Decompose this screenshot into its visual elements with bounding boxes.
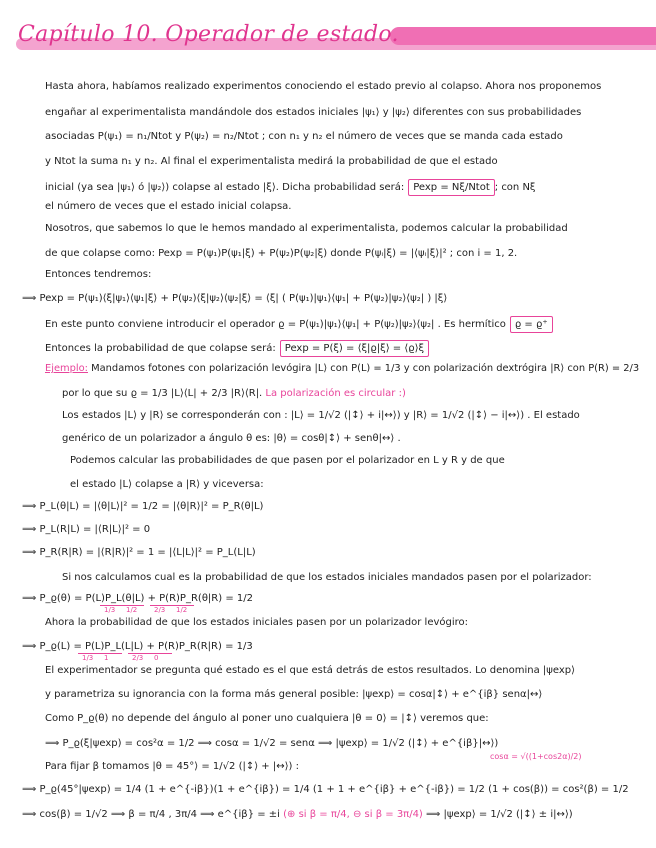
underline-label: 1/2 xyxy=(176,606,188,614)
line-text: el estado |L⟩ colapse a |R⟩ y viceversa: xyxy=(70,479,264,490)
text-line xyxy=(45,664,575,677)
line-text: El experimentador se pregunta qué estado es el que está detrás de estos resultados. Lo denomina |ψexp⟩ xyxy=(45,665,575,676)
example-label: Ejemplo: xyxy=(45,363,88,374)
line-text: y Ntot la suma n₁ y n₂. Al final el experimentalista medirá la probabilidad de que el estado xyxy=(45,156,498,167)
text-line xyxy=(45,222,568,235)
line-text: Los estados |L⟩ y |R⟩ se corresponderán con : |L⟩ = 1/√2 (|↕⟩ + i|↔⟩) y |R⟩ = 1/√2 (|↕⟩ − i|↔⟩) . El estado xyxy=(62,410,580,421)
line-text: ⟹ P_ϱ(θ) = P(L)P_L(θ|L) + P(R)P_R(θ|R) = 1/2 xyxy=(22,593,253,604)
highlight-text: (⊕ si β = π/4, ⊖ si β = 3π/4) xyxy=(283,809,423,820)
text-line xyxy=(45,200,291,213)
line-text: Para fijar β tomamos |θ = 45°⟩ = 1/√2 (|↕⟩ + |↔⟩) : xyxy=(45,761,299,772)
text-line xyxy=(22,523,150,536)
line-text: Hasta ahora, habíamos realizado experimentos conociendo el estado previo al colapso. Ahora nos proponemos xyxy=(45,81,602,92)
text-line xyxy=(22,783,629,796)
text-line xyxy=(45,316,553,333)
line-text: asociadas P(ψ₁) = n₁/Ntot y P(ψ₂) = n₂/Ntot ; con n₁ y n₂ el número de veces que se manda cada estado xyxy=(45,131,563,142)
text-line xyxy=(70,454,505,467)
line-text: ⟹ Pexp = P(ψ₁)⟨ξ|ψ₁⟩⟨ψ₁|ξ⟩ + P(ψ₂)⟨ξ|ψ₂⟩⟨ψ₂|ξ⟩ = ⟨ξ| ( P(ψ₁)|ψ₁⟩⟨ψ₁| + P(ψ₂)|ψ₂⟩⟨ψ₂| ) |ξ⟩ xyxy=(22,293,448,304)
text-line xyxy=(45,130,563,143)
text-line xyxy=(22,592,253,605)
text-line xyxy=(22,640,253,653)
text-line xyxy=(62,387,406,400)
line-text: inicial (ya sea |ψ₁⟩ ó |ψ₂⟩) colapse al estado |ξ⟩. Dicha probabilidad será: xyxy=(45,182,405,193)
line-text: ⟹ P_ϱ(45°|ψexp) = 1/4 (1 + e^{-iβ})(1 + e^{iβ}) = 1/4 (1 + 1 + e^{iβ} + e^{-iβ}) = 1/2 (1 + cos(β)) = cos²(β) = 1/2 xyxy=(22,784,629,795)
line-text: engañar al experimentalista mandándole dos estados iniciales |ψ₁⟩ y |ψ₂⟩ diferentes con sus probabilidades xyxy=(45,107,582,118)
line-text: de que colapse como: Pexp = P(ψ₁)P(ψ₁|ξ) + P(ψ₂)P(ψ₂|ξ) donde P(ψᵢ|ξ) = |⟨ψᵢ|ξ⟩|² ; con i = 1, 2. xyxy=(45,248,518,259)
text-line xyxy=(45,106,581,119)
line-text: Si nos calculamos cual es la probabilidad de que los estados iniciales mandados pasen por el polarizador: xyxy=(62,572,592,583)
boxed-formula: Pexp = Nξ/Ntot xyxy=(408,179,495,196)
underline-label: 1 xyxy=(104,654,109,662)
line-text: por lo que su ϱ = 1/3 |L⟩⟨L| + 2/3 |R⟩⟨R|. xyxy=(62,388,266,399)
text-line xyxy=(62,432,401,445)
text-line xyxy=(22,808,573,821)
text-line xyxy=(70,478,264,491)
highlight-text: La polarización es circular :) xyxy=(265,388,406,399)
line-text: Mandamos fotones con polarización levógira |L⟩ con P(L) = 1/3 y con polarización dextrógira |R⟩ con P(R) = 2/3 xyxy=(88,363,640,374)
underline-label: 1/2 xyxy=(126,606,138,614)
text-line xyxy=(62,571,592,584)
text-line xyxy=(45,688,542,701)
page-title: Capítulo 10. Operador de estado. xyxy=(18,22,399,47)
line-text: ⟹ P_L(θ|L) = |⟨θ|L⟩|² = 1/2 = |⟨θ|R⟩|² = P_R(θ|L) xyxy=(22,501,264,512)
underline-label: 0 xyxy=(154,654,159,662)
line-text: En este punto conviene introducir el operador ϱ = P(ψ₁)|ψ₁⟩⟨ψ₁| + P(ψ₂)|ψ₂⟩⟨ψ₂| . Es hermítico xyxy=(45,319,506,330)
line-text: Entonces la probabilidad de que colapse será: xyxy=(45,343,276,354)
line-text: ⟹ P_ϱ(ξ|ψexp) = cos²α = 1/2 ⟹ cosα = 1/√2 = senα ⟹ |ψexp⟩ = 1/√2 (|↕⟩ + e^{iβ}|↔⟩) xyxy=(45,738,499,749)
text-line xyxy=(62,409,580,422)
text-line xyxy=(22,500,263,513)
underline-label: 1/3 xyxy=(104,606,116,614)
line-text: Podemos calcular las probabilidades de que pasen por el polarizador en L y R y de que xyxy=(70,455,505,466)
line-text: el número de veces que el estado inicial colapsa. xyxy=(45,201,292,212)
text-line xyxy=(45,362,639,375)
line-text: y parametriza su ignorancia con la forma más general posible: |ψexp⟩ = cosα|↕⟩ + e^{iβ} senα|↔⟩ xyxy=(45,689,543,700)
underline-label: 2/3 xyxy=(154,606,166,614)
line-text: ⟹ P_R(R|R) = |⟨R|R⟩|² = 1 = |⟨L|L⟩|² = P_L(L|L) xyxy=(22,547,256,558)
text-line xyxy=(45,712,489,725)
side-formula: cosα = √((1+cos2α)/2) xyxy=(490,752,582,761)
line-text: Ahora la probabilidad de que los estados iniciales pasen por un polarizador levógiro: xyxy=(45,617,469,628)
text-line xyxy=(45,155,498,168)
text-line xyxy=(22,292,447,305)
text-line xyxy=(45,179,536,196)
boxed-formula: Pexp = P(ξ) = ⟨ξ|ϱ|ξ⟩ = ⟨ϱ⟩ξ xyxy=(280,340,429,357)
text-line xyxy=(45,268,151,281)
boxed-formula: ϱ = ϱ⁺ xyxy=(510,316,553,333)
line-text: ⟹ P_L(R|L) = |⟨R|L⟩|² = 0 xyxy=(22,524,151,535)
underline-label: 2/3 xyxy=(132,654,144,662)
text-line xyxy=(45,737,498,750)
line-text-tail: ⟹ |ψexp⟩ = 1/√2 (|↕⟩ ± i|↔⟩) xyxy=(422,809,573,820)
text-line xyxy=(45,760,299,773)
line-text: Nosotros, que sabemos lo que le hemos mandado al experimentalista, podemos calcular la probabilidad xyxy=(45,223,568,234)
line-text: genérico de un polarizador a ángulo θ es: |θ⟩ = cosθ|↕⟩ + senθ|↔⟩ . xyxy=(62,433,401,444)
underline-label: 1/3 xyxy=(82,654,94,662)
text-line xyxy=(45,80,601,93)
line-text: ⟹ P_ϱ(L) = P(L)P_L(L|L) + P(R)P_R(R|R) = 1/3 xyxy=(22,641,253,652)
line-text-tail: ; con Nξ xyxy=(494,182,536,193)
line-text: Entonces tendremos: xyxy=(45,269,152,280)
line-text: Como P_ϱ(θ) no depende del ángulo al poner uno cualquiera |θ = 0⟩ = |↕⟩ veremos que: xyxy=(45,713,489,724)
text-line xyxy=(45,247,517,260)
text-line xyxy=(22,546,256,559)
text-line xyxy=(45,616,468,629)
text-line xyxy=(45,340,429,357)
line-text: ⟹ cos(β) = 1/√2 ⟹ β = π/4 , 3π/4 ⟹ e^{iβ} = ±i xyxy=(22,809,284,820)
